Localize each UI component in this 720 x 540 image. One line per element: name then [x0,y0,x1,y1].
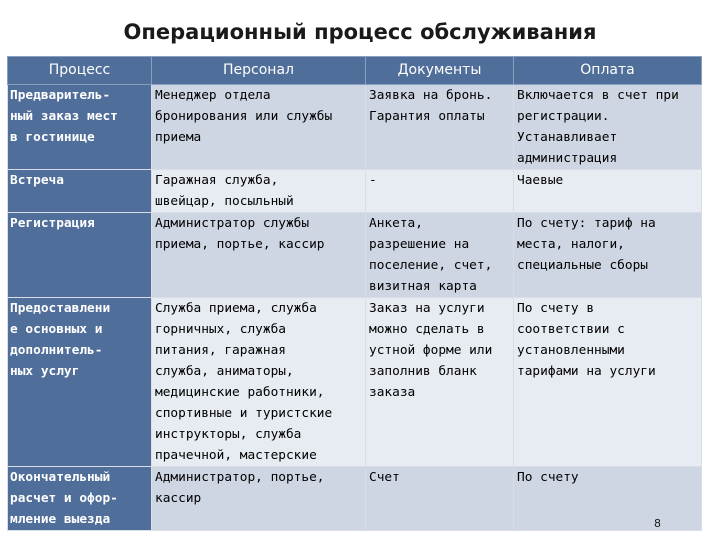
documents-cell: Заявка на бронь. Гарантия оплаты [366,85,514,170]
payment-cell: Включается в счет при регистрации. Устанавливает администрация [514,85,702,170]
process-cell: Регистрация [8,213,152,298]
table-row [8,213,702,298]
table-row [8,85,702,170]
payment-cell: По счету [514,467,702,531]
header-staff: Персонал [152,57,366,85]
table-row [8,467,702,531]
process-cell: Предваритель- ный заказ мест в гостинице [8,85,152,170]
payment-cell: По счету: тариф на места, налоги, специальные сборы [514,213,702,298]
process-cell: Предоставлени е основных и дополнитель- ных услуг [8,298,152,467]
page-number: 8 [654,517,661,530]
documents-cell: Счет [366,467,514,531]
header-payment: Оплата [514,57,702,85]
table-header-row [8,57,702,85]
staff-cell: Гаражная служба, швейцар, посыльный [152,170,366,213]
table-row [8,170,702,213]
documents-cell: Анкета, разрешение на поселение, счет, визитная карта [366,213,514,298]
header-process: Процесс [8,57,152,85]
page-title: Операционный процесс обслуживания [123,20,597,44]
process-cell: Окончательный расчет и офор- мление выезда [8,467,152,531]
staff-cell: Служба приема, служба горничных, служба питания, гаражная служба, аниматоры, медицинские работники, спортивные и туристские инструкторы, служба прачечной, мастерские [152,298,366,467]
process-table [7,56,702,531]
process-cell: Встреча [8,170,152,213]
payment-cell: По счету в соответствии с установленными тарифами на услуги [514,298,702,467]
documents-cell: - [366,170,514,213]
staff-cell: Менеджер отдела бронирования или службы приема [152,85,366,170]
payment-cell: Чаевые [514,170,702,213]
table-row [8,298,702,467]
documents-cell: Заказ на услуги можно сделать в устной форме или заполнив бланк заказа [366,298,514,467]
header-documents: Документы [366,57,514,85]
staff-cell: Администратор службы приема, портье, кассир [152,213,366,298]
staff-cell: Администратор, портье, кассир [152,467,366,531]
